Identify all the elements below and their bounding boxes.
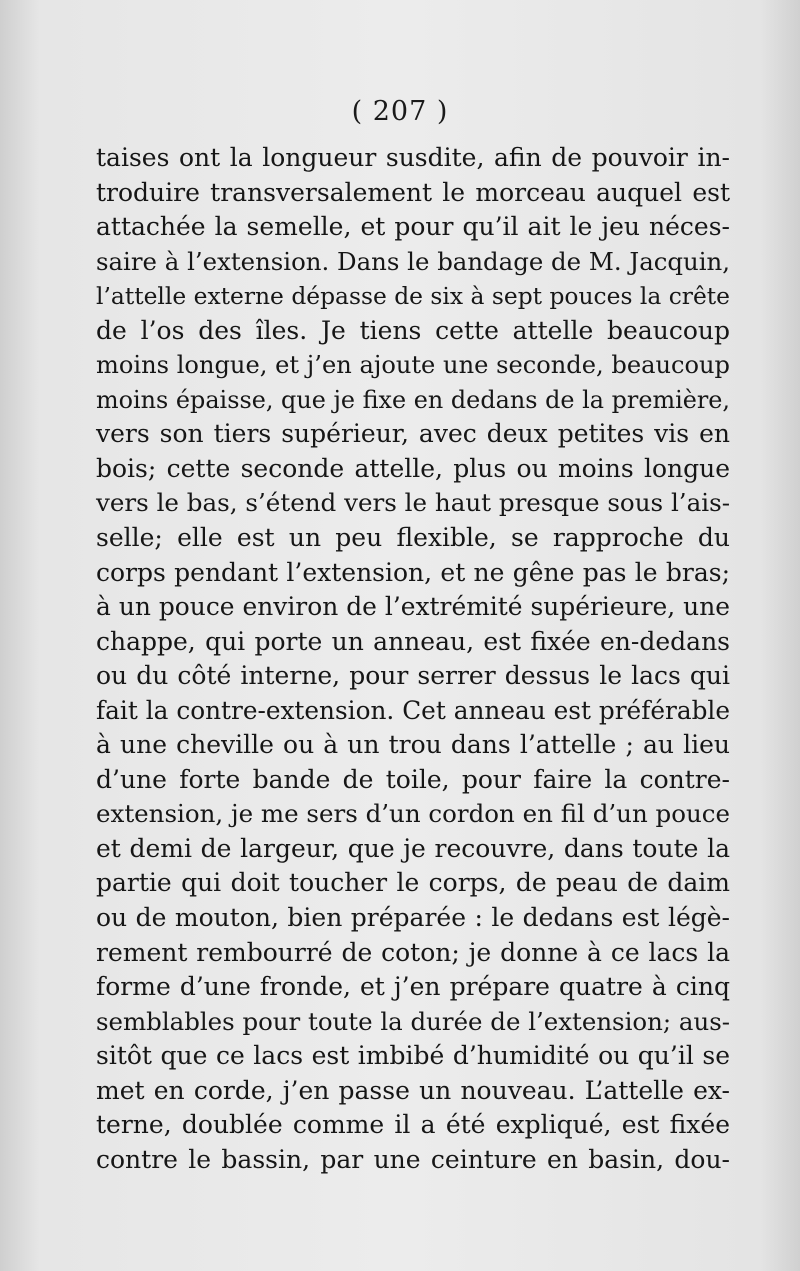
text-line: vers son tiers supérieur, avec deux petites vis en	[96, 419, 730, 449]
text-line: troduire transversalement le morceau auquel est	[96, 177, 730, 207]
page-number: ( 207 )	[351, 96, 449, 127]
text-line: fait la contre-extension. Cet anneau est préférable	[96, 695, 730, 725]
text-line: selle; elle est un peu flexible, se rapproche du	[96, 523, 730, 553]
text-line: de l’os des îles. Je tiens cette attelle beaucoup	[96, 315, 730, 345]
text-line: ou de mouton, bien préparée : le dedans est légè-	[96, 903, 730, 933]
text-line: partie qui doit toucher le corps, de peau de daim	[96, 868, 730, 898]
text-line: et demi de largeur, que je recouvre, dans toute la	[96, 833, 730, 863]
text-line: met en corde, j’en passe un nouveau. L’attelle ex-	[96, 1075, 730, 1105]
text-line: taises ont la longueur susdite, afin de pouvoir in-	[96, 143, 730, 172]
text-line: corps pendant l’extension, et ne gêne pas le bras;	[96, 557, 730, 587]
text-line: moins longue, et j’en ajoute une seconde, beaucoup	[96, 351, 730, 380]
text-line: sitôt que ce lacs est imbibé d’humidité ou qu’il se	[96, 1041, 730, 1071]
text-line: ou du côté interne, pour serrer dessus le lacs qui	[96, 661, 730, 691]
text-line: attachée la semelle, et pour qu’il ait le jeu néces-	[96, 212, 730, 242]
text-line: vers le bas, s’étend vers le haut presque sous l’ais-	[96, 488, 730, 518]
text-line: à une cheville ou à un trou dans l’attelle ; au lieu	[96, 730, 730, 760]
text-line: extension, je me sers d’un cordon en fil d’un pouce	[96, 799, 730, 829]
text-line: semblables pour toute la durée de l’extension; aus-	[96, 1006, 730, 1036]
text-line: forme d’une fronde, et j’en prépare quatre à cinq	[96, 972, 730, 1002]
text-line: saire à l’extension. Dans le bandage de M. Jacquin,	[96, 246, 730, 276]
text-line: l’attelle externe dépasse de six à sept pouces la crête	[96, 282, 730, 311]
text-line: contre le bassin, par une ceinture en basin, dou-	[96, 1144, 730, 1174]
text-line: bois; cette seconde attelle, plus ou moins longue	[96, 453, 730, 483]
body-text	[96, 141, 730, 1177]
text-line: moins épaisse, que je fixe en dedans de la première,	[96, 385, 730, 414]
text-line: rement rembourré de coton; je donne à ce lacs la	[96, 937, 730, 967]
text-line: chappe, qui porte un anneau, est fixée en-dedans	[96, 626, 730, 656]
text-line: terne, doublée comme il a été expliqué, est fixée	[96, 1110, 730, 1140]
text-line: à un pouce environ de l’extrémité supérieure, une	[96, 592, 730, 622]
text-line: d’une forte bande de toile, pour faire la contre-	[96, 764, 730, 794]
